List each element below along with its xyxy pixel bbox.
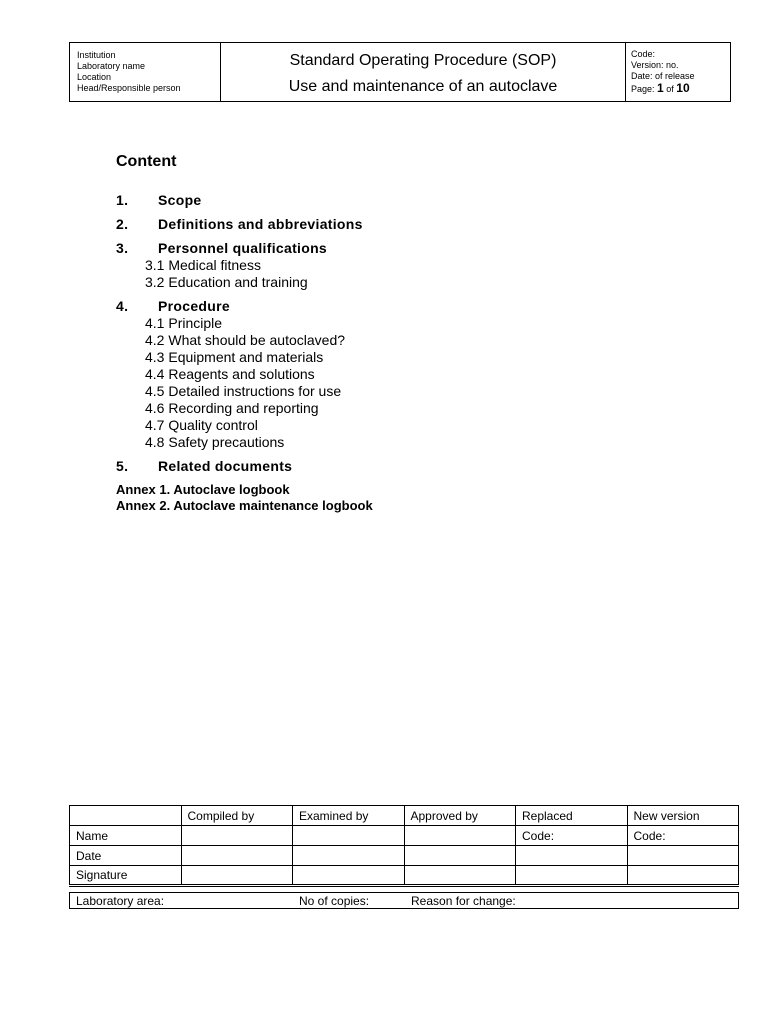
- row-label-date: Date: [70, 846, 182, 866]
- table-row: Name Code: Code:: [70, 826, 739, 846]
- approval-table: [69, 805, 739, 887]
- page-total: 10: [676, 81, 690, 95]
- toc-section-5: 5. Related documents: [116, 458, 293, 474]
- footer-info-row: [69, 892, 739, 909]
- toc-subsection: 4.2 What should be autoclaved?: [145, 332, 346, 348]
- toc-section-2: 2. Definitions and abbreviations: [116, 216, 363, 232]
- toc-subsection: 4.3 Equipment and materials: [145, 349, 324, 365]
- table-row: [70, 866, 739, 886]
- sop-subtitle: Use and maintenance of an autoclave: [288, 78, 558, 95]
- header-institution-block: [70, 43, 221, 101]
- toc-section-4: 4. Procedure: [116, 298, 230, 314]
- col-compiled-by: Compiled by: [181, 806, 293, 826]
- row-label-signature: Signature: [70, 866, 182, 886]
- toc-subsection: 4.6 Recording and reporting: [145, 400, 319, 416]
- col-new-version: New version: [627, 806, 739, 826]
- header-code: Code:: [631, 49, 656, 59]
- header-location: Location: [77, 72, 112, 82]
- toc-subsection: 3.2 Education and training: [145, 274, 308, 290]
- copies-label: No of copies:: [299, 894, 370, 908]
- toc-subsection: 4.1 Principle: [145, 315, 223, 331]
- toc-section-1: 1. Scope: [116, 192, 202, 208]
- header-lab-name: Laboratory name: [77, 61, 146, 71]
- toc-section-3: 3. Personnel qualifications: [116, 240, 328, 256]
- laboratory-area-label: Laboratory area:: [76, 894, 165, 908]
- header-page: Page: 1 of 10: [631, 81, 690, 95]
- row-label-name: Name: [70, 826, 182, 846]
- reason-label: Reason for change:: [411, 894, 516, 908]
- toc-subsection: 4.4 Reagents and solutions: [145, 366, 315, 382]
- page-current: 1: [657, 81, 664, 95]
- toc-subsection: 4.5 Detailed instructions for use: [145, 383, 342, 399]
- header-date: Date: of release: [631, 71, 695, 81]
- table-row: [70, 806, 739, 826]
- header-responsible: Head/Responsible person: [77, 83, 181, 93]
- toc-subsection: 4.8 Safety precautions: [145, 434, 285, 450]
- content-title: Content: [116, 153, 177, 170]
- col-replaced: Replaced: [516, 806, 628, 826]
- document-header: [69, 42, 731, 102]
- header-title-block: [221, 43, 626, 101]
- col-examined-by: Examined by: [293, 806, 405, 826]
- sop-title: Standard Operating Procedure (SOP): [289, 52, 557, 69]
- header-institution: Institution: [77, 50, 116, 60]
- header-version: Version: no.: [631, 60, 679, 70]
- table-row: [70, 846, 739, 866]
- header-meta-block: [626, 43, 730, 101]
- annex-2: Annex 2. Autoclave maintenance logbook: [116, 498, 373, 513]
- annex-1: Annex 1. Autoclave logbook: [116, 482, 290, 497]
- toc-subsection: 3.1 Medical fitness: [145, 257, 261, 273]
- col-approved-by: Approved by: [404, 806, 516, 826]
- toc-subsection: 4.7 Quality control: [145, 417, 258, 433]
- table-of-contents: [116, 192, 616, 514]
